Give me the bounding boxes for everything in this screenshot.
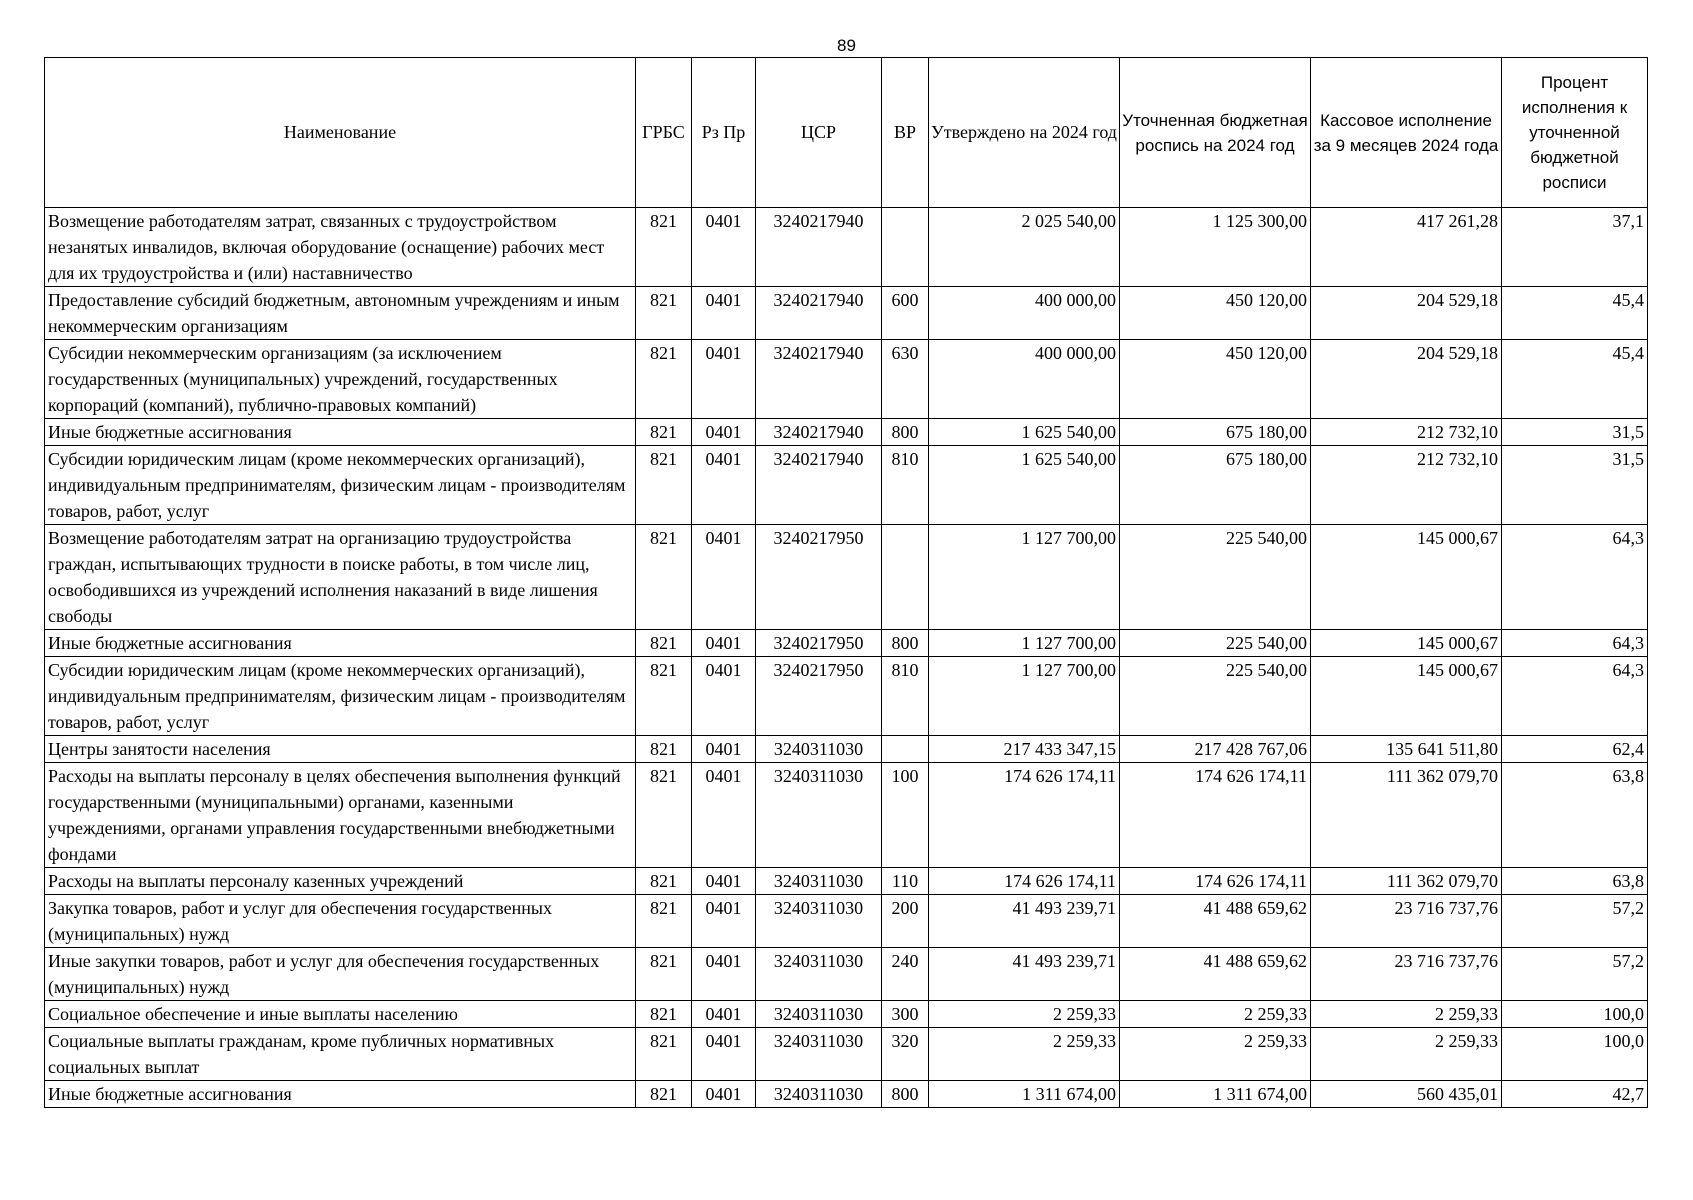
- header-row: [45, 58, 1648, 208]
- row-rzpr-cell: 0401: [692, 763, 756, 868]
- row-name-cell: Иные бюджетные ассигнования: [45, 419, 636, 446]
- row-name-cell: Субсидии юридическим лицам (кроме некоммерческих организаций), индивидуальным предпринимателям, физическим лицам - производителям товаров, работ, услуг: [45, 446, 636, 525]
- row-percent-cell: 64,3: [1502, 630, 1648, 657]
- table-row: [45, 340, 1648, 419]
- row-rzpr-cell: 0401: [692, 630, 756, 657]
- row-percent-cell: 62,4: [1502, 736, 1648, 763]
- table-row: [45, 208, 1648, 287]
- table-row: [45, 1081, 1648, 1108]
- row-vr-cell: 800: [882, 630, 929, 657]
- row-refined-cell: 174 626 174,11: [1120, 763, 1311, 868]
- row-percent-cell: 100,0: [1502, 1028, 1648, 1081]
- row-vr-cell: [882, 736, 929, 763]
- row-name-cell: Иные бюджетные ассигнования: [45, 1081, 636, 1108]
- table-row: [45, 895, 1648, 948]
- budget-table: [44, 57, 1648, 1108]
- row-percent-cell: 57,2: [1502, 948, 1648, 1001]
- row-approved-cell: 400 000,00: [929, 340, 1120, 419]
- table-row: [45, 736, 1648, 763]
- row-csr-cell: 3240311030: [756, 736, 882, 763]
- row-csr-cell: 3240217940: [756, 287, 882, 340]
- header-cash: Кассовое исполнение за 9 месяцев 2024 года: [1311, 58, 1502, 208]
- row-grbs-cell: 821: [636, 446, 692, 525]
- row-cash-cell: 111 362 079,70: [1311, 868, 1502, 895]
- row-rzpr-cell: 0401: [692, 446, 756, 525]
- row-rzpr-cell: 0401: [692, 1081, 756, 1108]
- header-csr: ЦСР: [756, 58, 882, 208]
- row-csr-cell: 3240311030: [756, 1001, 882, 1028]
- table-row: [45, 1028, 1648, 1081]
- row-rzpr-cell: 0401: [692, 657, 756, 736]
- row-percent-cell: 63,8: [1502, 763, 1648, 868]
- row-vr-cell: 300: [882, 1001, 929, 1028]
- row-csr-cell: 3240311030: [756, 763, 882, 868]
- header-vr: ВР: [882, 58, 929, 208]
- row-percent-cell: 45,4: [1502, 287, 1648, 340]
- row-vr-cell: 110: [882, 868, 929, 895]
- row-grbs-cell: 821: [636, 287, 692, 340]
- row-grbs-cell: 821: [636, 630, 692, 657]
- row-name-cell: Субсидии некоммерческим организациям (за исключением государственных (муниципальных) учреждений, государственных корпораций (компаний), публично-правовых компаний): [45, 340, 636, 419]
- row-approved-cell: 2 025 540,00: [929, 208, 1120, 287]
- row-approved-cell: 1 127 700,00: [929, 630, 1120, 657]
- row-csr-cell: 3240311030: [756, 1081, 882, 1108]
- row-grbs-cell: 821: [636, 1081, 692, 1108]
- row-name-cell: Закупка товаров, работ и услуг для обеспечения государственных (муниципальных) нужд: [45, 895, 636, 948]
- header-grbs: ГРБС: [636, 58, 692, 208]
- row-vr-cell: 200: [882, 895, 929, 948]
- row-approved-cell: 1 127 700,00: [929, 525, 1120, 630]
- header-refined: Уточненная бюджетная роспись на 2024 год: [1120, 58, 1311, 208]
- row-cash-cell: 135 641 511,80: [1311, 736, 1502, 763]
- row-approved-cell: 2 259,33: [929, 1001, 1120, 1028]
- row-cash-cell: 23 716 737,76: [1311, 948, 1502, 1001]
- row-approved-cell: 1 127 700,00: [929, 657, 1120, 736]
- row-name-cell: Социальное обеспечение и иные выплаты населению: [45, 1001, 636, 1028]
- row-vr-cell: 810: [882, 446, 929, 525]
- row-csr-cell: 3240311030: [756, 948, 882, 1001]
- table-row: [45, 763, 1648, 868]
- row-grbs-cell: 821: [636, 419, 692, 446]
- header-percent: Процент исполнения к уточненной бюджетной росписи: [1502, 58, 1648, 208]
- table-row: [45, 446, 1648, 525]
- row-refined-cell: 675 180,00: [1120, 419, 1311, 446]
- row-vr-cell: 810: [882, 657, 929, 736]
- table-row: [45, 948, 1648, 1001]
- row-rzpr-cell: 0401: [692, 419, 756, 446]
- row-name-cell: Расходы на выплаты персоналу казенных учреждений: [45, 868, 636, 895]
- row-grbs-cell: 821: [636, 1028, 692, 1081]
- row-refined-cell: 225 540,00: [1120, 657, 1311, 736]
- row-refined-cell: 41 488 659,62: [1120, 948, 1311, 1001]
- row-approved-cell: 1 625 540,00: [929, 419, 1120, 446]
- row-csr-cell: 3240311030: [756, 868, 882, 895]
- row-cash-cell: 111 362 079,70: [1311, 763, 1502, 868]
- row-grbs-cell: 821: [636, 208, 692, 287]
- row-cash-cell: 2 259,33: [1311, 1028, 1502, 1081]
- row-refined-cell: 217 428 767,06: [1120, 736, 1311, 763]
- row-csr-cell: 3240217940: [756, 446, 882, 525]
- row-csr-cell: 3240217940: [756, 208, 882, 287]
- row-rzpr-cell: 0401: [692, 287, 756, 340]
- row-refined-cell: 174 626 174,11: [1120, 868, 1311, 895]
- row-rzpr-cell: 0401: [692, 525, 756, 630]
- row-vr-cell: 320: [882, 1028, 929, 1081]
- table-row: [45, 868, 1648, 895]
- row-vr-cell: 800: [882, 419, 929, 446]
- row-vr-cell: 600: [882, 287, 929, 340]
- row-cash-cell: 145 000,67: [1311, 630, 1502, 657]
- row-percent-cell: 37,1: [1502, 208, 1648, 287]
- row-approved-cell: 400 000,00: [929, 287, 1120, 340]
- row-grbs-cell: 821: [636, 525, 692, 630]
- row-approved-cell: 41 493 239,71: [929, 895, 1120, 948]
- table-row: [45, 525, 1648, 630]
- row-name-cell: Возмещение работодателям затрат, связанных с трудоустройством незанятых инвалидов, включая оборудование (оснащение) рабочих мест для их трудоустройства и (или) наставничество: [45, 208, 636, 287]
- row-rzpr-cell: 0401: [692, 1001, 756, 1028]
- row-grbs-cell: 821: [636, 657, 692, 736]
- row-cash-cell: 212 732,10: [1311, 419, 1502, 446]
- row-csr-cell: 3240217940: [756, 340, 882, 419]
- row-refined-cell: 225 540,00: [1120, 525, 1311, 630]
- row-refined-cell: 675 180,00: [1120, 446, 1311, 525]
- row-name-cell: Иные закупки товаров, работ и услуг для обеспечения государственных (муниципальных) нужд: [45, 948, 636, 1001]
- row-rzpr-cell: 0401: [692, 895, 756, 948]
- row-approved-cell: 2 259,33: [929, 1028, 1120, 1081]
- row-percent-cell: 31,5: [1502, 446, 1648, 525]
- row-name-cell: Расходы на выплаты персоналу в целях обеспечения выполнения функций государственными (муниципальными) органами, казенными учреждениями, органами управления государственными внебюджетными фондами: [45, 763, 636, 868]
- row-cash-cell: 23 716 737,76: [1311, 895, 1502, 948]
- row-name-cell: Возмещение работодателям затрат на организацию трудоустройства граждан, испытывающих трудности в поиске работы, в том числе лиц, освободившихся из учреждений исполнения наказаний в виде лишения свободы: [45, 525, 636, 630]
- row-rzpr-cell: 0401: [692, 736, 756, 763]
- row-name-cell: Субсидии юридическим лицам (кроме некоммерческих организаций), индивидуальным предпринимателям, физическим лицам - производителям товаров, работ, услуг: [45, 657, 636, 736]
- row-name-cell: Центры занятости населения: [45, 736, 636, 763]
- row-percent-cell: 64,3: [1502, 657, 1648, 736]
- row-cash-cell: 560 435,01: [1311, 1081, 1502, 1108]
- row-approved-cell: 1 311 674,00: [929, 1081, 1120, 1108]
- row-name-cell: Иные бюджетные ассигнования: [45, 630, 636, 657]
- row-percent-cell: 42,7: [1502, 1081, 1648, 1108]
- row-percent-cell: 57,2: [1502, 895, 1648, 948]
- table-row: [45, 657, 1648, 736]
- row-percent-cell: 100,0: [1502, 1001, 1648, 1028]
- row-vr-cell: 630: [882, 340, 929, 419]
- table-row: [45, 287, 1648, 340]
- row-cash-cell: 145 000,67: [1311, 657, 1502, 736]
- header-approved: Утверждено на 2024 год: [929, 58, 1120, 208]
- row-approved-cell: 41 493 239,71: [929, 948, 1120, 1001]
- row-refined-cell: 2 259,33: [1120, 1001, 1311, 1028]
- row-rzpr-cell: 0401: [692, 868, 756, 895]
- row-csr-cell: 3240217950: [756, 630, 882, 657]
- row-vr-cell: [882, 208, 929, 287]
- row-grbs-cell: 821: [636, 948, 692, 1001]
- row-cash-cell: 417 261,28: [1311, 208, 1502, 287]
- row-vr-cell: 240: [882, 948, 929, 1001]
- row-percent-cell: 45,4: [1502, 340, 1648, 419]
- row-refined-cell: 1 125 300,00: [1120, 208, 1311, 287]
- table-row: [45, 1001, 1648, 1028]
- row-grbs-cell: 821: [636, 895, 692, 948]
- row-cash-cell: 145 000,67: [1311, 525, 1502, 630]
- row-refined-cell: 41 488 659,62: [1120, 895, 1311, 948]
- row-refined-cell: 225 540,00: [1120, 630, 1311, 657]
- row-name-cell: Предоставление субсидий бюджетным, автономным учреждениям и иным некоммерческим организациям: [45, 287, 636, 340]
- row-csr-cell: 3240311030: [756, 1028, 882, 1081]
- row-percent-cell: 31,5: [1502, 419, 1648, 446]
- row-approved-cell: 1 625 540,00: [929, 446, 1120, 525]
- row-grbs-cell: 821: [636, 340, 692, 419]
- row-rzpr-cell: 0401: [692, 340, 756, 419]
- row-percent-cell: 63,8: [1502, 868, 1648, 895]
- row-refined-cell: 1 311 674,00: [1120, 1081, 1311, 1108]
- row-percent-cell: 64,3: [1502, 525, 1648, 630]
- header-name: Наименование: [45, 58, 636, 208]
- row-vr-cell: 800: [882, 1081, 929, 1108]
- row-approved-cell: 217 433 347,15: [929, 736, 1120, 763]
- row-name-cell: Социальные выплаты гражданам, кроме публичных нормативных социальных выплат: [45, 1028, 636, 1081]
- row-grbs-cell: 821: [636, 736, 692, 763]
- row-csr-cell: 3240217950: [756, 525, 882, 630]
- row-rzpr-cell: 0401: [692, 948, 756, 1001]
- row-vr-cell: [882, 525, 929, 630]
- row-cash-cell: 212 732,10: [1311, 446, 1502, 525]
- row-cash-cell: 204 529,18: [1311, 287, 1502, 340]
- row-refined-cell: 450 120,00: [1120, 340, 1311, 419]
- row-refined-cell: 450 120,00: [1120, 287, 1311, 340]
- row-csr-cell: 3240217940: [756, 419, 882, 446]
- row-csr-cell: 3240217950: [756, 657, 882, 736]
- row-csr-cell: 3240311030: [756, 895, 882, 948]
- header-rzpr: Рз Пр: [692, 58, 756, 208]
- row-grbs-cell: 821: [636, 763, 692, 868]
- row-grbs-cell: 821: [636, 1001, 692, 1028]
- page-number: 89: [837, 36, 856, 55]
- row-cash-cell: 204 529,18: [1311, 340, 1502, 419]
- row-cash-cell: 2 259,33: [1311, 1001, 1502, 1028]
- row-approved-cell: 174 626 174,11: [929, 868, 1120, 895]
- table-row: [45, 630, 1648, 657]
- row-vr-cell: 100: [882, 763, 929, 868]
- row-approved-cell: 174 626 174,11: [929, 763, 1120, 868]
- row-grbs-cell: 821: [636, 868, 692, 895]
- row-refined-cell: 2 259,33: [1120, 1028, 1311, 1081]
- table-row: [45, 419, 1648, 446]
- row-rzpr-cell: 0401: [692, 1028, 756, 1081]
- row-rzpr-cell: 0401: [692, 208, 756, 287]
